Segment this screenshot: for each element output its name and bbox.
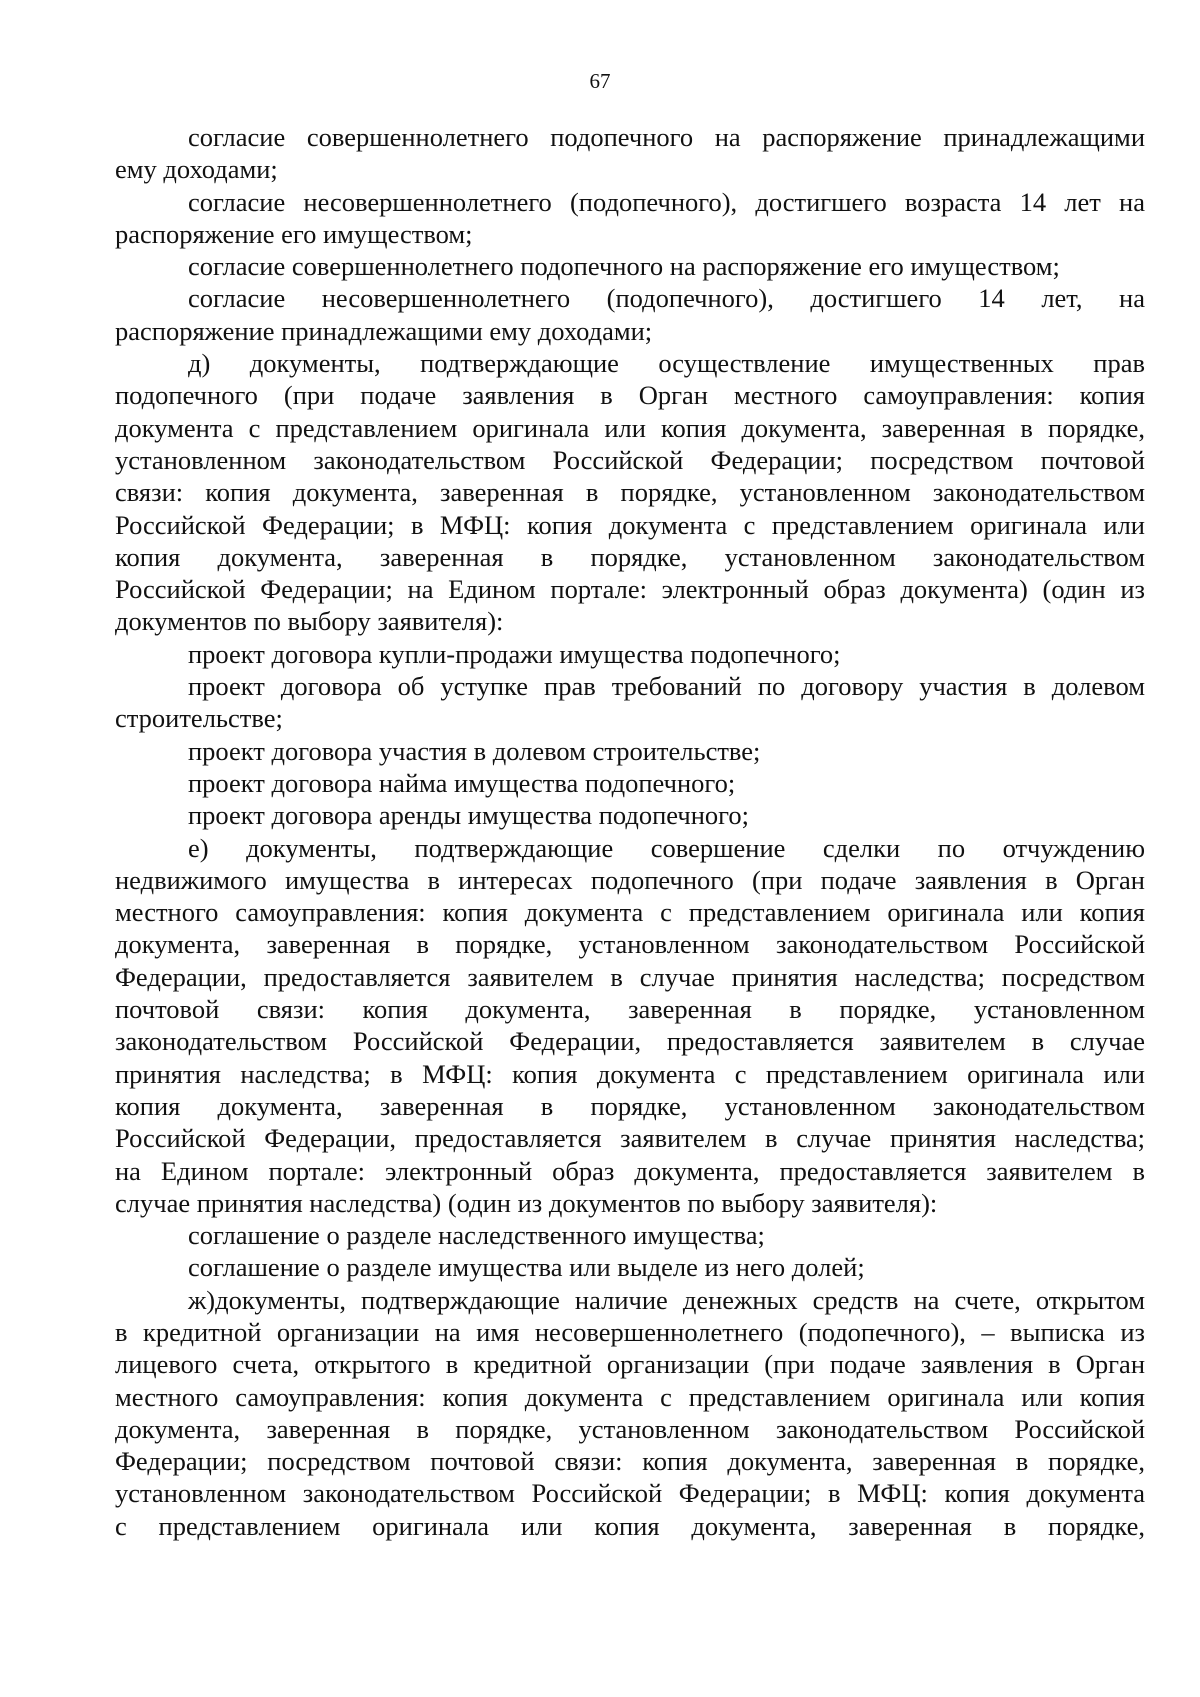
text-line: е) документы, подтверждающие совершение сделки по отчуждению xyxy=(188,832,1145,863)
text-line: проект договора об уступке прав требований по договору участия в долевом xyxy=(188,671,1145,702)
text-line: проект договора участия в долевом строительстве; xyxy=(188,735,761,766)
text-line: копия документа, заверенная в порядке, установленном законодательством xyxy=(115,1090,1145,1121)
text-line: распоряжение принадлежащими ему доходами; xyxy=(115,315,653,346)
text-line: в кредитной организации на имя несовершеннолетнего (подопечного), – выписка из xyxy=(115,1316,1145,1347)
text-line: документов по выбору заявителя): xyxy=(115,606,504,637)
text-line: с представлением оригинала или копия документа, заверенная в порядке, xyxy=(115,1510,1145,1541)
text-line: проект договора купли-продажи имущества подопечного; xyxy=(188,638,841,669)
text-line: д) документы, подтверждающие осуществление имущественных прав xyxy=(188,348,1145,379)
text-line: проект договора найма имущества подопечного; xyxy=(188,767,736,798)
text-line: распоряжение его имуществом; xyxy=(115,218,473,249)
text-line: согласие совершеннолетнего подопечного на распоряжение принадлежащими xyxy=(188,122,1145,152)
text-line: установленном законодательством Российской Федерации; в МФЦ: копия документа xyxy=(115,1478,1145,1509)
text-line: законодательством Российской Федерации, предоставляется заявителем в случае xyxy=(115,1026,1145,1057)
document-body xyxy=(115,121,1145,1542)
text-line: принятия наследства; в МФЦ: копия документа с представлением оригинала или xyxy=(115,1058,1145,1089)
text-line: лицевого счета, открытого в кредитной организации (при подаче заявления в Орган xyxy=(115,1349,1145,1380)
text-line: установленном законодательством Российской Федерации; посредством почтовой xyxy=(115,444,1145,475)
text-line: строительстве; xyxy=(115,703,283,734)
text-line: согласие несовершеннолетнего (подопечного), достигшего возраста 14 лет на xyxy=(188,186,1145,217)
text-line: на Едином портале: электронный образ документа, предоставляется заявителем в xyxy=(115,1155,1145,1186)
text-line: недвижимого имущества в интересах подопечного (при подаче заявления в Орган xyxy=(115,864,1145,895)
text-line: ж)документы, подтверждающие наличие денежных средств на счете, открытом xyxy=(188,1284,1145,1315)
text-line: Российской Федерации, предоставляется заявителем в случае принятия наследства; xyxy=(115,1123,1145,1154)
text-line: согласие несовершеннолетнего (подопечного), достигшего 14 лет, на xyxy=(188,283,1145,314)
text-line: проект договора аренды имущества подопечного; xyxy=(188,800,749,831)
text-line: документа, заверенная в порядке, установленном законодательством Российской xyxy=(115,1413,1145,1444)
text-line: документа с представлением оригинала или копия документа, заверенная в порядке, xyxy=(115,412,1145,443)
text-line: местного самоуправления: копия документа с представлением оригинала или копия xyxy=(115,1381,1145,1412)
text-line: документа, заверенная в порядке, установленном законодательством Российской xyxy=(115,929,1145,960)
text-line: ему доходами; xyxy=(115,154,278,185)
text-line: подопечного (при подаче заявления в Орган местного самоуправления: копия xyxy=(115,380,1145,411)
text-line: согласие совершеннолетнего подопечного на распоряжение его имуществом; xyxy=(188,251,1060,282)
text-line: Российской Федерации; на Едином портале: электронный образ документа) (один из xyxy=(115,574,1145,605)
text-line: связи: копия документа, заверенная в порядке, установленном законодательством xyxy=(115,477,1145,508)
text-line: соглашение о разделе имущества или выделе из него долей; xyxy=(188,1252,865,1283)
page-number: 67 xyxy=(589,69,611,93)
text-line: копия документа, заверенная в порядке, установленном законодательством xyxy=(115,541,1145,572)
text-line: Федерации, предоставляется заявителем в случае принятия наследства; посредством xyxy=(115,961,1145,992)
text-line: случае принятия наследства) (один из документов по выбору заявителя): xyxy=(115,1187,938,1218)
text-line: Федерации; посредством почтовой связи: копия документа, заверенная в порядке, xyxy=(115,1446,1145,1477)
text-line: местного самоуправления: копия документа с представлением оригинала или копия xyxy=(115,897,1145,928)
text-line: Российской Федерации; в МФЦ: копия документа с представлением оригинала или xyxy=(115,509,1145,540)
text-line: почтовой связи: копия документа, заверенная в порядке, установленном xyxy=(115,994,1145,1025)
text-line: соглашение о разделе наследственного имущества; xyxy=(188,1220,765,1251)
